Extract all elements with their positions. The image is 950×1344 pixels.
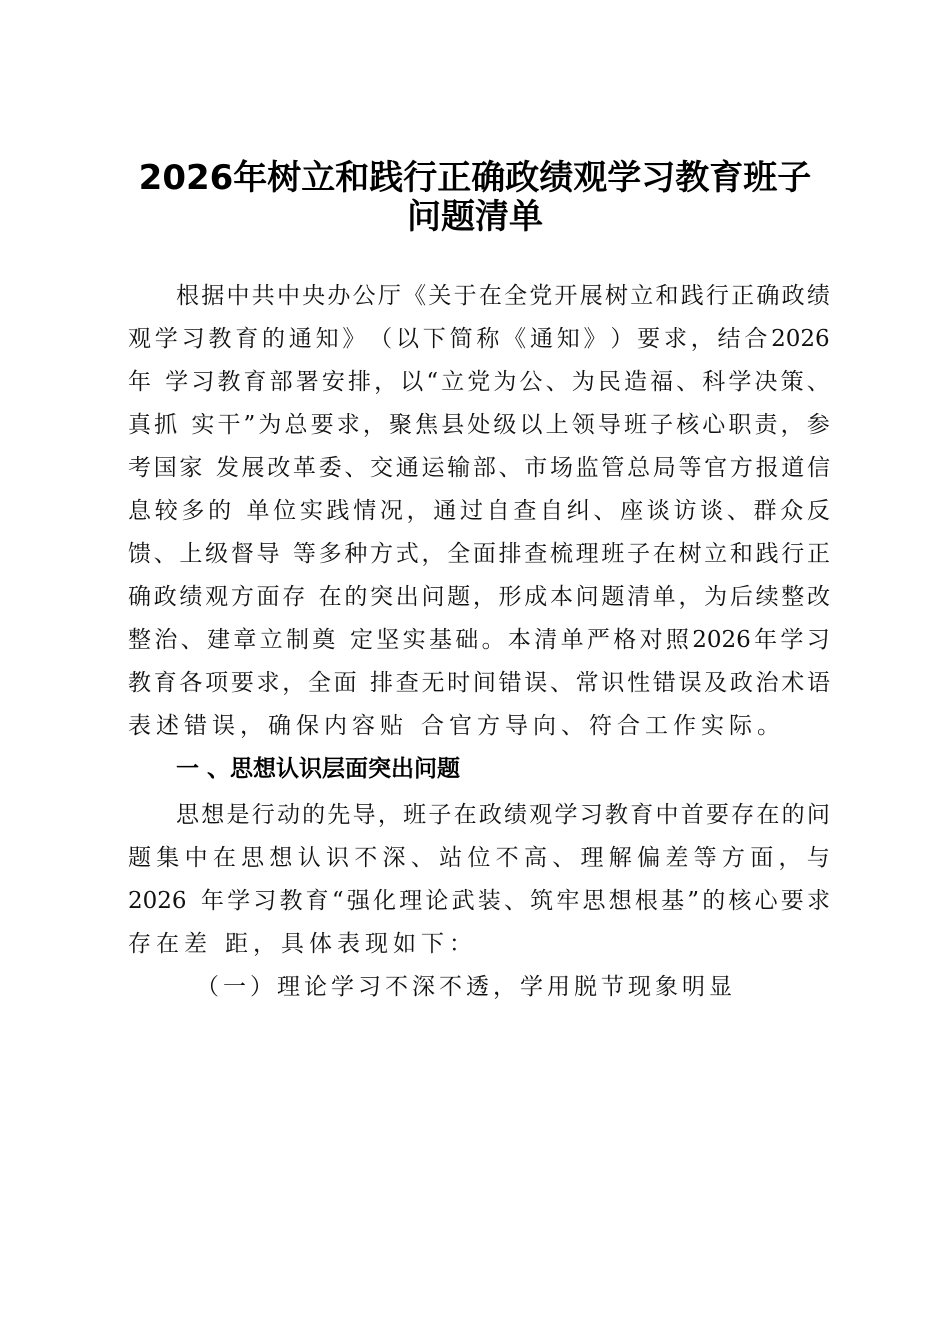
intro-line: 根 据 中 共 中 央 办 公 厅 《 关 于 在 全 党 开 展 树 立 和 践 行 正 确 政 绩 <box>176 283 830 309</box>
intro-line: 年 学 习 教 育 部 署 安 排 ， 以 “ 立 党 为 公 、 为 民 造 福 、 科 学 决 策 、 <box>128 369 830 395</box>
intro-line: 馈 、 上 级 督 导 等 多 种 方 式 ， 全 面 排 查 梳 理 班 子 在 树 立 和 践 行 正 <box>128 541 830 567</box>
intro-line: 观 学 习 教 育 的 通 知 》 （ 以 下 简 称 《 通 知 》 ） 要 求 ， 结 合 2026 <box>128 326 830 352</box>
intro-line: 确 政 绩 观 方 面 存 在 的 突 出 问 题 ， 形 成 本 问 题 清 单 ， 为 后 续 整 改 <box>128 584 830 610</box>
intro-line: 教 育 各 项 要 求 ， 全 面 排 查 无 时 间 错 误 、 常 识 性 错 误 及 政 治 术 语 <box>128 670 830 696</box>
section-1-line: 题 集 中 在 思 想 认 识 不 深 、 站 位 不 高 、 理 解 偏 差 等 方 面 ， 与 <box>128 845 830 871</box>
subsection-1-heading: （一）理论学习不深不透，学用脱节现象明显 <box>196 974 736 1000</box>
intro-line: 整 治 、 建 章 立 制 奠 定 坚 实 基 础 。 本 清 单 严 格 对 照 2026 年 学 习 <box>128 627 830 653</box>
section-1-line: 思 想 是 行 动 的 先 导 ， 班 子 在 政 绩 观 学 习 教 育 中 首 要 存 在 的 问 <box>176 802 830 828</box>
document-title-line-1: 2026年树立和践行正确政绩观学习教育班子 <box>138 158 812 198</box>
document-title-line-2: 问题清单 <box>407 197 543 237</box>
intro-line: 表 述 错 误 ， 确 保 内 容 贴 合 官 方 导 向 、 符 合 工 作 实 际 。 <box>128 713 780 739</box>
section-1-heading: 一 、思想认识层面突出问题 <box>176 756 461 782</box>
intro-line: 考 国 家 发 展 改 革 委 、 交 通 运 输 部 、 市 场 监 管 总 局 等 官 方 报 道 信 <box>128 455 830 481</box>
intro-line: 息 较 多 的 单 位 实 践 情 况 ， 通 过 自 查 自 纠 、 座 谈 访 谈 、 群 众 反 <box>128 498 830 524</box>
section-1-line: 2026 年 学 习 教 育 “ 强 化 理 论 武 装 、 筑 牢 思 想 根 基 ” 的 核 心 要 求 <box>128 888 830 914</box>
section-1-line: 存 在 差 距 ， 具 体 表 现 如 下 ： <box>128 931 472 957</box>
intro-line: 真 抓 实 干 ” 为 总 要 求 ， 聚 焦 县 处 级 以 上 领 导 班 子 核 心 职 责 ， 参 <box>128 412 830 438</box>
